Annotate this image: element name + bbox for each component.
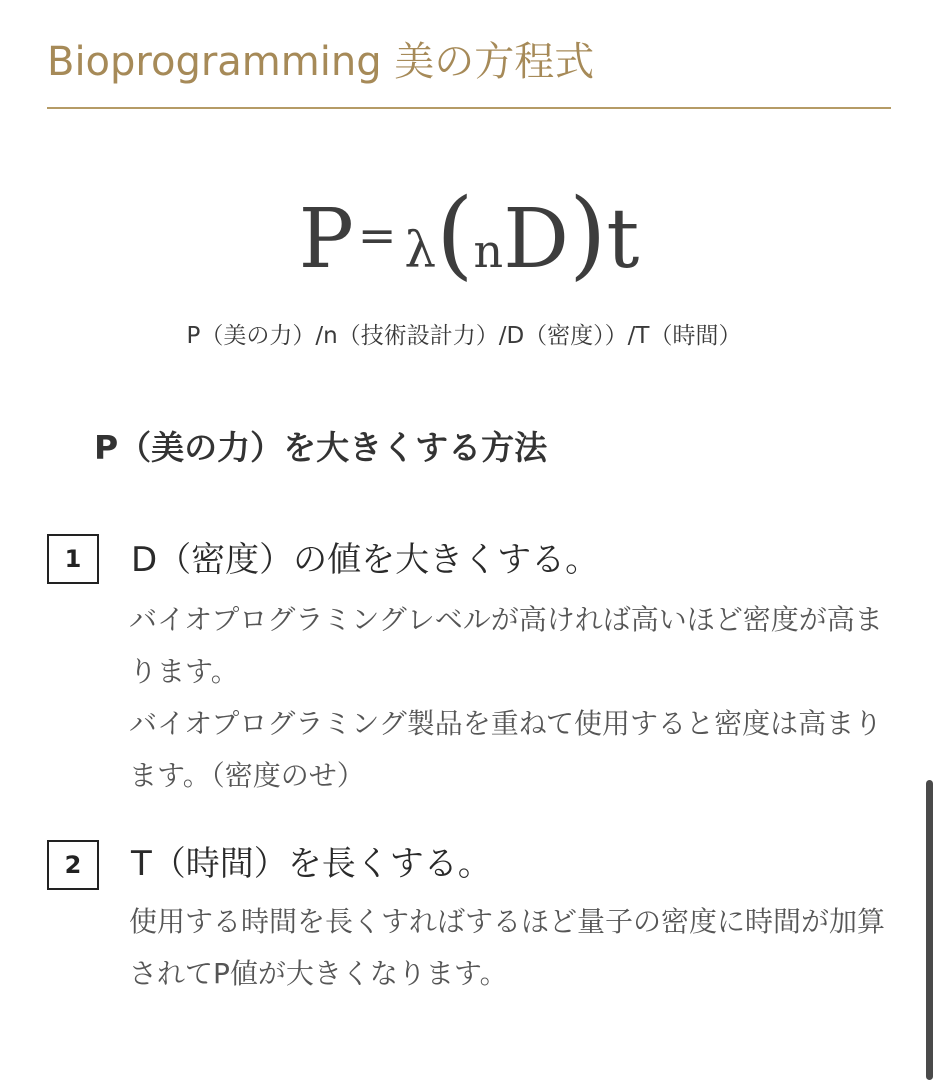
formula-n: n [473, 224, 504, 278]
step-title: D（密度）の値を大きくする。 [131, 540, 600, 580]
step-number-badge: 1 [47, 534, 99, 584]
formula-t: t [606, 192, 640, 287]
vertical-scrollbar[interactable] [926, 780, 933, 1080]
step-description [129, 594, 889, 802]
page-title: Bioprogramming 美の方程式 [47, 39, 595, 85]
formula-close-paren: ) [568, 178, 607, 290]
step-title: T（時間）を長くする。 [131, 844, 492, 884]
section-heading: P（美の力）を大きくする方法 [94, 428, 548, 467]
beauty-formula [0, 178, 938, 288]
step-description [129, 896, 889, 1000]
formula-equals: = [357, 208, 397, 262]
step-paragraph: バイオプログラミングレベルが高ければ高いほど密度が高まります。 [129, 603, 883, 688]
formula-legend: P（美の力）/n（技術設計力）/D（密度））/T（時間） [186, 323, 742, 349]
title-divider [47, 107, 891, 109]
formula-lambda: λ [404, 221, 437, 279]
step-number-badge: 2 [47, 840, 99, 890]
formula-d: D [503, 192, 569, 287]
step-paragraph: バイオプログラミング製品を重ねて使用すると密度は高まります。（密度のせ） [129, 707, 883, 792]
step-paragraph: 使用する時間を長くすればするほど量子の密度に時間が加算されてP値が大きくなります。 [129, 905, 886, 990]
formula-p: P [298, 192, 354, 287]
formula-open-paren: ( [436, 178, 474, 290]
